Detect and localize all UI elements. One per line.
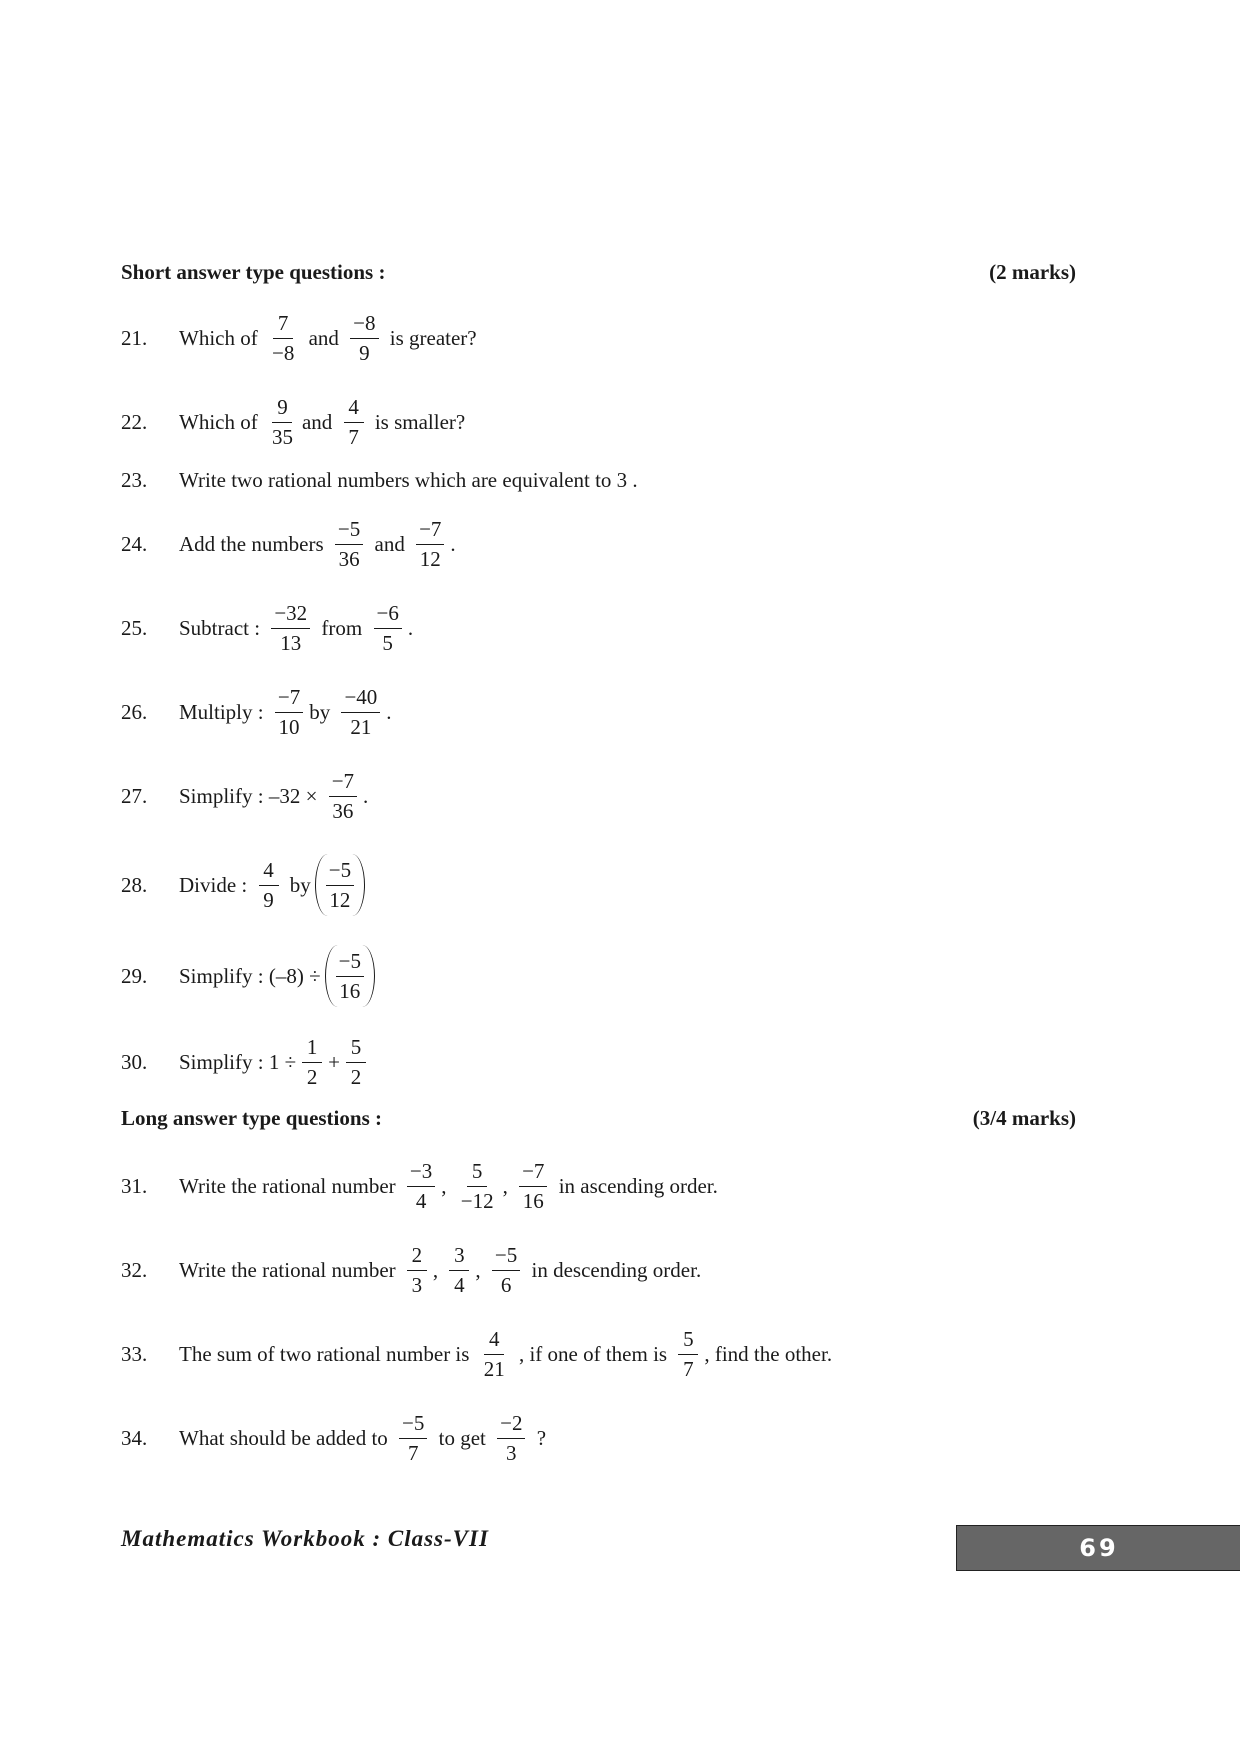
question-number: 32.: [121, 1257, 148, 1282]
numerator: −40: [341, 685, 380, 712]
denominator: 9: [263, 887, 274, 912]
text-segment: .: [407, 615, 414, 640]
short-answer-heading: [121, 260, 1076, 285]
denominator: 4: [454, 1272, 465, 1297]
numerator: 7: [273, 311, 293, 338]
text-segment: ,: [441, 1173, 452, 1198]
page-number-box: [956, 1525, 1240, 1571]
page-number: 69: [1079, 1534, 1119, 1562]
numerator: −7: [275, 685, 303, 712]
question: [121, 853, 365, 917]
section-marks: (2 marks): [989, 260, 1076, 284]
text-segment: The sum of two rational number is: [179, 1341, 475, 1366]
fraction: [497, 1411, 525, 1464]
question-text: [179, 854, 365, 915]
numerator: 5: [346, 1035, 366, 1062]
fraction: [492, 1243, 520, 1296]
question-text: [179, 1327, 832, 1380]
question-text: [179, 685, 392, 738]
question: [121, 596, 413, 660]
text-segment: by: [309, 699, 336, 724]
denominator: 16: [339, 978, 361, 1003]
question: [121, 1322, 832, 1386]
fraction: [481, 1327, 508, 1380]
question-number: 25.: [121, 615, 148, 640]
text-segment: Which of: [179, 325, 263, 350]
question: [121, 764, 368, 828]
text-segment: and: [303, 325, 345, 350]
text-segment: Simplify : (–8) ÷: [179, 963, 321, 988]
text-segment: from: [316, 615, 368, 640]
fraction: [458, 1159, 497, 1212]
question-number: 31.: [121, 1173, 148, 1198]
question: [121, 1238, 701, 1302]
denominator: −12: [460, 1188, 494, 1213]
numerator: −8: [350, 311, 378, 338]
text-segment: .: [386, 699, 392, 724]
question: [121, 512, 456, 576]
question: [121, 306, 477, 370]
question-number: 30.: [121, 1049, 148, 1074]
text-segment: in descending order.: [526, 1257, 702, 1282]
text-segment: .: [363, 783, 369, 808]
question-text: [179, 1035, 372, 1088]
text-segment: Divide :: [179, 872, 253, 897]
question-text: [179, 395, 465, 448]
numerator: −2: [497, 1411, 525, 1438]
text-segment: by: [284, 872, 311, 897]
text-segment: and: [369, 531, 411, 556]
denominator: −8: [271, 340, 295, 365]
denominator: 16: [522, 1188, 544, 1213]
numerator: 2: [407, 1243, 427, 1270]
fraction: [344, 395, 364, 448]
text-segment: is greater?: [384, 325, 477, 350]
denominator: 2: [350, 1064, 362, 1089]
fraction: [302, 1035, 322, 1088]
fraction: [407, 1159, 435, 1212]
fraction: [271, 601, 310, 654]
denominator: 2: [306, 1064, 318, 1089]
question: [121, 448, 638, 512]
question-text: [179, 517, 456, 570]
question-number: 23.: [121, 467, 148, 492]
denominator: 13: [280, 630, 302, 655]
text-segment: ?: [531, 1425, 547, 1450]
question-text: [179, 1243, 701, 1296]
numerator: 4: [259, 858, 279, 885]
numerator: 5: [678, 1327, 698, 1354]
question-number: 22.: [121, 409, 148, 434]
fraction: [399, 1411, 427, 1464]
fraction: [346, 1035, 366, 1088]
parenthesized-fraction: [325, 945, 375, 1006]
question-text: [179, 1159, 718, 1212]
question-number: 29.: [121, 963, 148, 988]
section-marks: (3/4 marks): [972, 1106, 1076, 1130]
fraction: [326, 858, 354, 911]
text-segment: Simplify : –32 ×: [179, 783, 323, 808]
text-segment: Multiply :: [179, 699, 269, 724]
question-text: [179, 311, 477, 364]
numerator: 4: [344, 395, 364, 422]
text-segment: in ascending order.: [553, 1173, 718, 1198]
denominator: 12: [329, 887, 351, 912]
text-segment: , if one of them is: [513, 1341, 673, 1366]
denominator: 5: [382, 630, 393, 655]
denominator: 21: [483, 1356, 505, 1381]
fraction: [350, 311, 378, 364]
text-segment: , find the other.: [704, 1341, 833, 1366]
numerator: −5: [335, 517, 363, 544]
text-segment: Subtract :: [179, 615, 266, 640]
question-number: 26.: [121, 699, 148, 724]
fraction: [374, 601, 402, 654]
text-segment: Simplify : 1 ÷: [179, 1049, 297, 1074]
denominator: 21: [350, 714, 372, 739]
text-segment: is smaller?: [369, 409, 466, 434]
denominator: 36: [332, 798, 354, 823]
numerator: −6: [374, 601, 402, 628]
numerator: −5: [492, 1243, 520, 1270]
fraction: [416, 517, 444, 570]
denominator: 35: [271, 424, 293, 449]
question-number: 34.: [121, 1425, 148, 1450]
fraction: [259, 858, 279, 911]
text-segment: Which of: [179, 409, 263, 434]
text-segment: .: [450, 531, 456, 556]
question-number: 21.: [121, 325, 148, 350]
question-number: 33.: [121, 1341, 148, 1366]
question: [121, 390, 465, 454]
fraction: [335, 517, 363, 570]
text-segment: ,: [502, 1173, 514, 1198]
numerator: 3: [449, 1243, 469, 1270]
text-segment: Write the rational number: [179, 1173, 401, 1198]
long-answer-heading: [121, 1106, 1076, 1131]
question: [121, 1030, 372, 1094]
denominator: 36: [338, 546, 360, 571]
fraction: [269, 395, 296, 448]
numerator: −3: [407, 1159, 435, 1186]
fraction: [269, 311, 297, 364]
text-segment: and: [301, 409, 338, 434]
question-number: 24.: [121, 531, 148, 556]
numerator: 4: [484, 1327, 504, 1354]
text-segment: What should be added to: [179, 1425, 394, 1450]
section-title: Long answer type questions :: [121, 1106, 382, 1130]
numerator: −32: [271, 601, 310, 628]
question: [121, 944, 375, 1008]
section-title: Short answer type questions :: [121, 260, 386, 284]
question-text: [179, 601, 413, 654]
question-text: [179, 1411, 546, 1464]
question-text: [179, 769, 368, 822]
question-text: [179, 468, 638, 493]
fraction: [449, 1243, 469, 1296]
fraction: [275, 685, 303, 738]
text-segment: ,: [475, 1257, 486, 1282]
denominator: 7: [683, 1356, 694, 1381]
fraction: [329, 769, 357, 822]
question: [121, 680, 392, 744]
numerator: −5: [336, 949, 364, 976]
denominator: 7: [407, 1440, 419, 1465]
fraction: [678, 1327, 698, 1380]
denominator: 3: [411, 1272, 423, 1297]
denominator: 9: [359, 340, 370, 365]
fraction: [336, 949, 364, 1002]
fraction: [407, 1243, 427, 1296]
parenthesized-fraction: [315, 854, 365, 915]
text-segment: +: [328, 1049, 340, 1074]
text-segment: to get: [433, 1425, 492, 1450]
denominator: 3: [506, 1440, 517, 1465]
fraction: [519, 1159, 547, 1212]
text-segment: Write the rational number: [179, 1257, 401, 1282]
numerator: 9: [272, 395, 292, 422]
question-number: 27.: [121, 783, 148, 808]
denominator: 7: [348, 424, 359, 449]
denominator: 4: [415, 1188, 427, 1213]
footer-book-title: Mathematics Workbook : Class-VII: [121, 1526, 489, 1551]
question-number: 28.: [121, 872, 148, 897]
text-segment: ,: [432, 1257, 444, 1282]
text-segment: Write two rational numbers which are equivalent to 3 .: [179, 467, 638, 492]
numerator: 5: [467, 1159, 487, 1186]
question-text: [179, 945, 375, 1006]
numerator: −7: [519, 1159, 547, 1186]
question: [121, 1154, 718, 1218]
numerator: −5: [326, 858, 354, 885]
text-segment: Add the numbers: [179, 531, 329, 556]
question: [121, 1406, 546, 1470]
fraction: [341, 685, 380, 738]
denominator: 6: [500, 1272, 512, 1297]
numerator: 1: [302, 1035, 322, 1062]
numerator: −5: [399, 1411, 427, 1438]
denominator: 10: [278, 714, 300, 739]
denominator: 12: [419, 546, 441, 571]
numerator: −7: [416, 517, 444, 544]
numerator: −7: [329, 769, 357, 796]
